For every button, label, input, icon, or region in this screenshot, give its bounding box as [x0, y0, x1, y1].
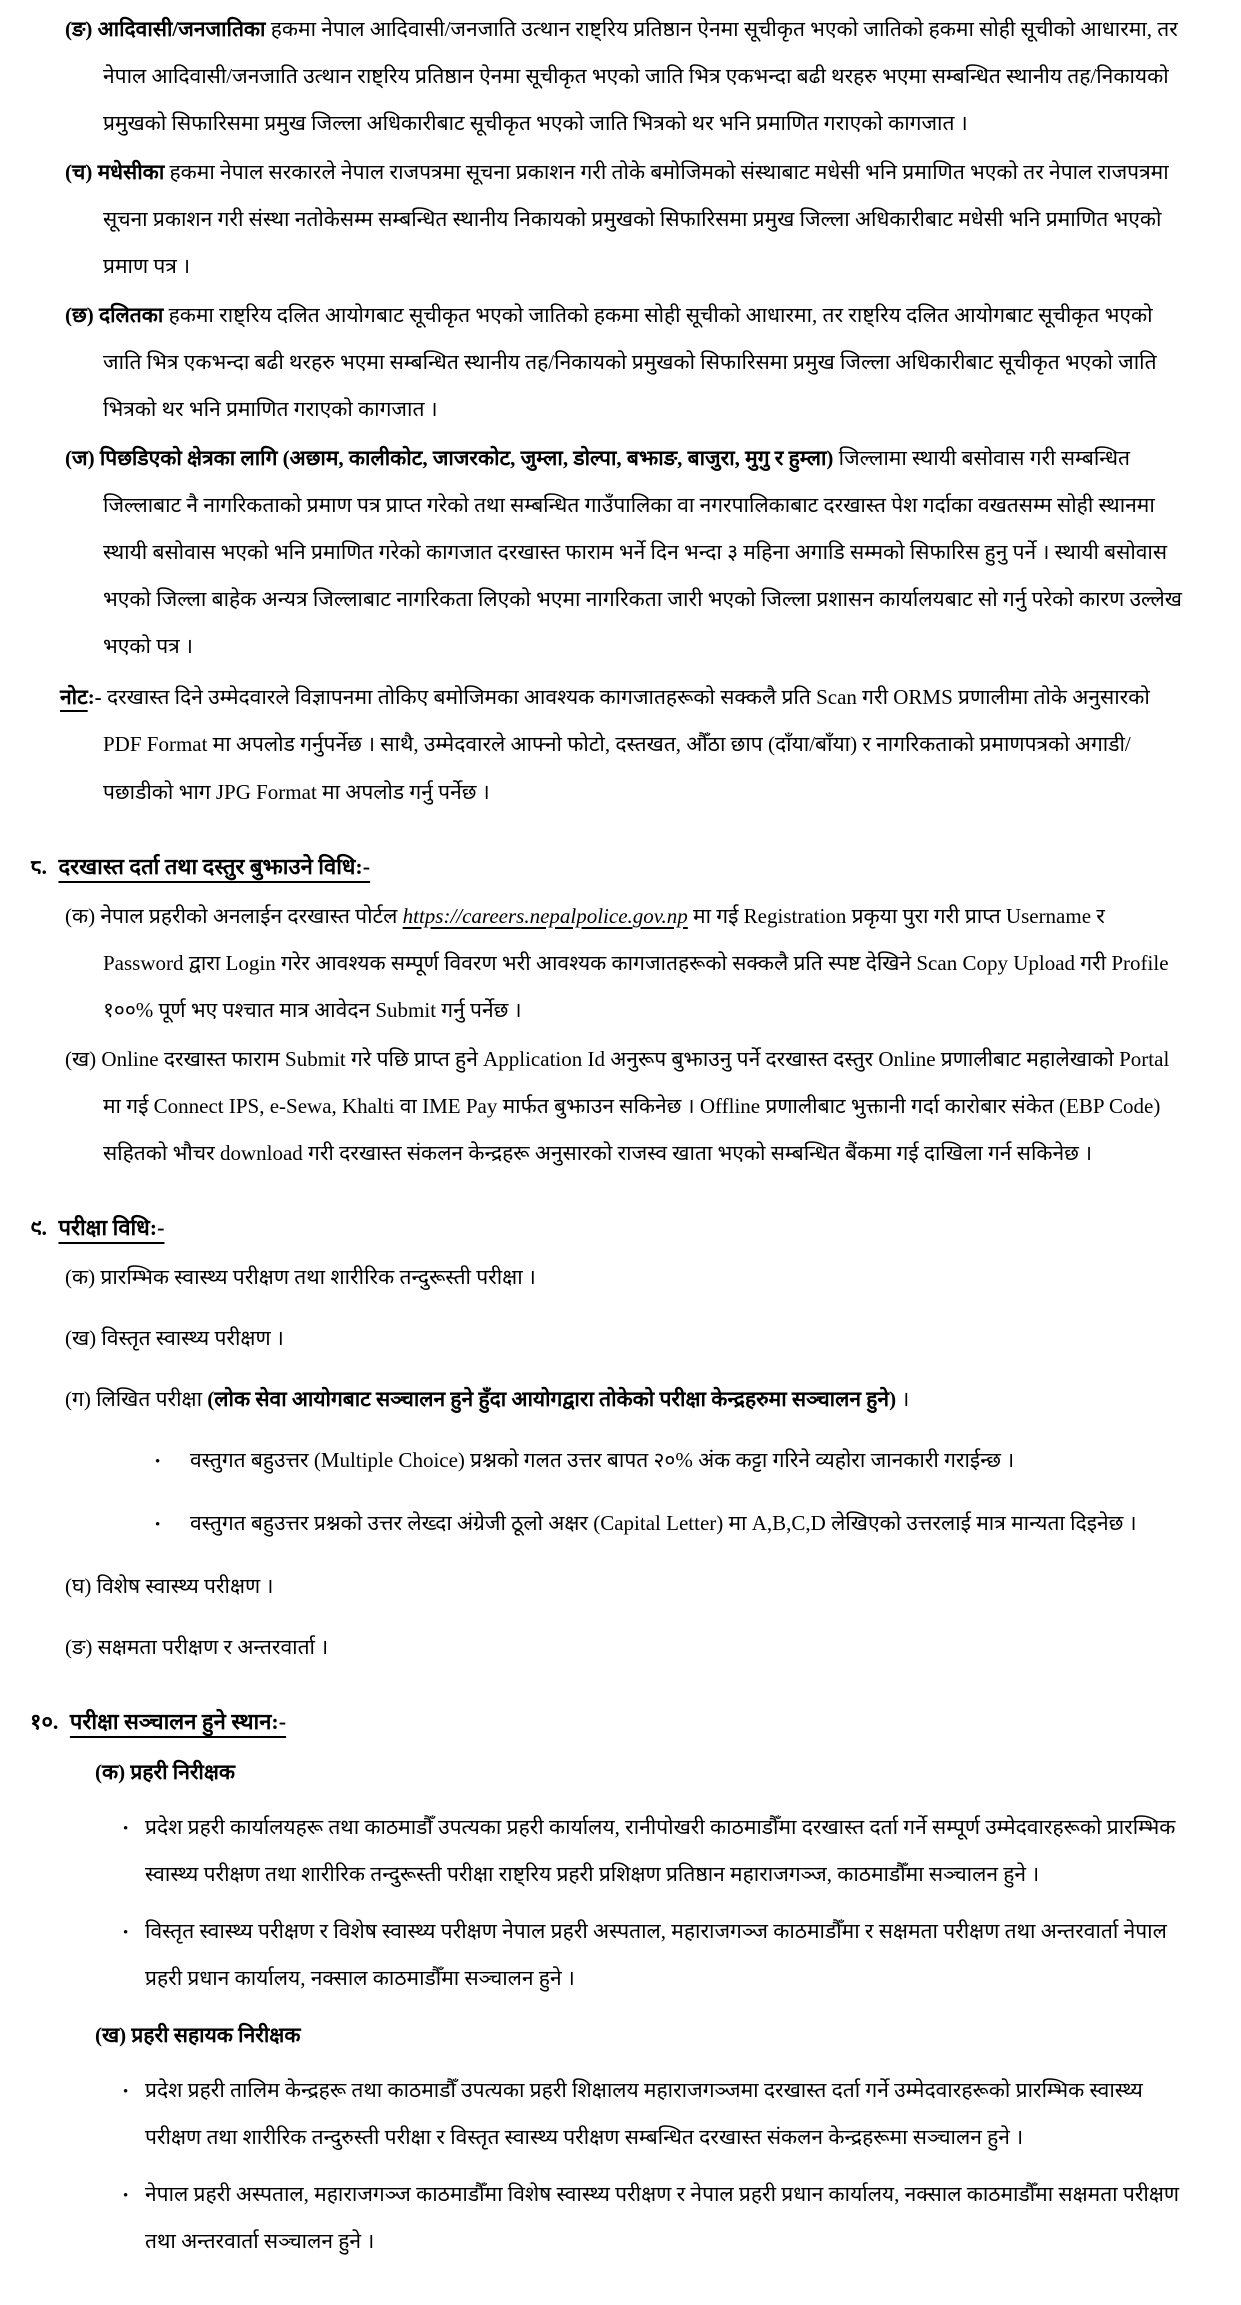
- section9-heading: [30, 1203, 1183, 1252]
- item-label: (ज): [65, 446, 95, 471]
- section8-item-ka: [65, 893, 1183, 1034]
- item-label: (घ): [65, 1574, 92, 1599]
- bullet-text: विस्तृत स्वास्थ्य परीक्षण र विशेष स्वास्थ्य परीक्षण नेपाल प्रहरी अस्पताल, महाराजगञ्ज काठमाडौँमा र सक्षमता परीक्षण तथा अन्तरवार्ता नेपाल प्रहरी प्रधान कार्यालय, नक्साल काठमाडौँमा सञ्चालन हुने ।: [145, 1918, 1167, 1990]
- section9-title: परीक्षा विधि:-: [58, 1214, 165, 1240]
- bullet-text: वस्तुगत बहुउत्तर प्रश्नको उत्तर लेख्दा अंग्रेजी ठूलो अक्षर (Capital Letter) मा A,B,C,D लेखिएको उत्तरलाई मात्र मान्यता दिइनेछ ।: [190, 1511, 1137, 1536]
- section8-item-kha: [65, 1036, 1183, 1177]
- item-label: (ख): [65, 1326, 97, 1351]
- section9-item-ka: [65, 1254, 1183, 1301]
- section8-number: ८.: [30, 853, 47, 879]
- item-label: (च): [65, 160, 93, 185]
- section10-kha-bullet-1: [123, 2067, 1183, 2161]
- section10-sub-kha: [95, 2012, 1183, 2059]
- item-text: विशेष स्वास्थ्य परीक्षण ।: [96, 1574, 274, 1599]
- item-text: सक्षमता परीक्षण र अन्तरवार्ता ।: [97, 1635, 329, 1660]
- bullet-icon: •: [155, 1454, 161, 1471]
- item-label: (छ): [65, 303, 94, 328]
- list-item-cha: [65, 149, 1183, 290]
- section9-item-kha: [65, 1315, 1183, 1362]
- item-label: (ख): [95, 2022, 127, 2047]
- bullet-icon: •: [123, 2187, 129, 2204]
- item-text: मा गई Registration प्रकृया पुरा गरी प्राप्त Username र Password द्वारा Login गरेर आवश्यक सम्पूर्ण विवरण भरी आवश्यक कागजातहरूको सक्कलै प्रति स्पष्ट देखिने Scan Copy Upload गरी Profile १००% पूर्ण भए पश्चात मात्र आवेदन Submit गर्नु पर्नेछ ।: [103, 903, 1169, 1022]
- section10-kha-bullet-2: [123, 2171, 1183, 2265]
- list-item-chha: [65, 292, 1183, 433]
- item-label: (क): [65, 1265, 96, 1290]
- section10-sub-ka: [95, 1749, 1183, 1796]
- list-item-nga: [65, 6, 1183, 147]
- item-bold-text: (लोक सेवा आयोगबाट सञ्चालन हुने हुँदा आयोगद्वारा तोकेको परीक्षा केन्द्रहरुमा सञ्चालन हुने): [207, 1387, 897, 1412]
- item-text: हकमा नेपाल सरकारले नेपाल राजपत्रमा सूचना प्रकाशन गरी तोके बमोजिमको संस्थाबाट मधेसी भनि प्रमाणित भएको तर नेपाल राजपत्रमा सूचना प्रकाशन गरी संस्था नतोकेसम्म सम्बन्धित स्थानीय निकायको प्रमुखको सिफारिसमा प्रमुख जिल्ला अधिकारीबाट मधेसी भनि प्रमाणित भएको प्रमाण पत्र ।: [103, 160, 1169, 279]
- bullet-text: प्रदेश प्रहरी तालिम केन्द्रहरू तथा काठमाडौँ उपत्यका प्रहरी शिक्षालय महाराजगञ्जमा दरखास्त दर्ता गर्ने उम्मेदवारहरूको प्रारम्भिक स्वास्थ्य परीक्षण तथा शारीरिक तन्दुरुस्ती परीक्षा र विस्तृत स्वास्थ्य परीक्षण सम्बन्धित दरखास्त संकलन केन्द्रहरूमा सञ्चालन हुने ।: [145, 2077, 1143, 2149]
- bullet-icon: •: [123, 1924, 129, 1941]
- section9-bullet-2: [155, 1500, 1183, 1547]
- item-label: (ङ): [65, 17, 93, 41]
- item-label: (ख): [65, 1046, 97, 1071]
- item-text: नेपाल प्रहरीको अनलाईन दरखास्त पोर्टल: [100, 903, 398, 928]
- section10-number: १०.: [30, 1709, 59, 1735]
- item-text: लिखित परीक्षा: [96, 1387, 203, 1412]
- note-label: नोट: [60, 685, 88, 710]
- item-text: विस्तृत स्वास्थ्य परीक्षण ।: [101, 1326, 284, 1351]
- item-lead: दलितका: [98, 303, 164, 328]
- section8-heading: [30, 842, 1183, 891]
- item-lead: आदिवासी/जनजातिका: [97, 17, 266, 41]
- bullet-icon: •: [123, 2083, 129, 2100]
- note-text: दरखास्त दिने उम्मेदवारले विज्ञापनमा तोकिए बमोजिमका आवश्यक कागजातहरूको सक्कलै प्रति Scan गरी ORMS प्रणालीमा तोके अनुसारको PDF Format मा अपलोड गर्नुपर्नेछ । साथै, उम्मेदवारले आफ्नो फोटो, दस्तखत, औँठा छाप (दाँया/बाँया) र नागरिकताको प्रमाणपत्रको अगाडी/पछाडीको भाग JPG Format मा अपलोड गर्नु पर्नेछ ।: [103, 685, 1150, 804]
- item-text: जिल्लामा स्थायी बसोवास गरी सम्बन्धित जिल्लाबाट नै नागरिकताको प्रमाण पत्र प्राप्त गरेको तथा सम्बन्धित गाउँपालिका वा नगरपालिकाबाट दरखास्त पेश गर्दाका वखतसम्म सोही स्थानमा स्थायी बसोवास भएको भनि प्रमाणित गरेको कागजात दरखास्त फाराम भर्ने दिन भन्दा ३ महिना अगाडि सम्मको सिफारिस हुनु पर्ने । स्थायी बसोवास भएको जिल्ला बाहेक अन्यत्र जिल्लाबाट नागरिकता लिएको भएमा नागरिकता जारी भएको जिल्ला प्रशासन कार्यालयबाट सो गर्नु परेको कारण उल्लेख भएको पत्र ।: [103, 446, 1182, 659]
- item-label: (क): [65, 903, 96, 928]
- note-colon: :-: [87, 685, 102, 710]
- list-item-ja: [65, 435, 1183, 670]
- careers-portal-link[interactable]: https://careers.nepalpolice.gov.np: [402, 903, 688, 928]
- item-label: (ग): [65, 1387, 91, 1412]
- bullet-text: प्रदेश प्रहरी कार्यालयहरू तथा काठमाडौँ उपत्यका प्रहरी कार्यालय, रानीपोखरी काठमाडौँमा दरखास्त दर्ता गर्ने सम्पूर्ण उम्मेदवारहरूको प्रारम्भिक स्वास्थ्य परीक्षण तथा शारीरिक तन्दुरूस्ती परीक्षा राष्ट्रिय प्रहरी प्रशिक्षण प्रतिष्ठान महाराजगञ्ज, काठमाडौँमा सञ्चालन हुने ।: [145, 1814, 1176, 1886]
- bullet-icon: •: [155, 1517, 161, 1534]
- item-text: प्रारम्भिक स्वास्थ्य परीक्षण तथा शारीरिक तन्दुरूस्ती परीक्षा ।: [100, 1265, 536, 1290]
- note-block: [60, 674, 1183, 815]
- item-title: प्रहरी निरीक्षक: [130, 1759, 236, 1784]
- section8-title: दरखास्त दर्ता तथा दस्तुर बुझाउने विधि:-: [58, 853, 371, 879]
- section9-bullet-1: [155, 1437, 1183, 1484]
- bullet-icon: •: [123, 1820, 129, 1837]
- item-text: Online दरखास्त फाराम Submit गरे पछि प्राप्त हुने Application Id अनुरूप बुझाउनु पर्ने दरखास्त दस्तुर Online प्रणालीबाट महालेखाको Portal मा गई Connect IPS, e-Sewa, Khalti वा IME Pay मार्फत बुझाउन सकिनेछ । Offline प्रणालीबाट भुक्तानी गर्दा कारोबार संकेत (EBP Code) सहितको भौचर download गरी दरखास्त संकलन केन्द्रहरू अनुसारको राजस्व खाता भएको सम्बन्धित बैंकमा गई दाखिला गर्न सकिनेछ ।: [101, 1046, 1170, 1165]
- section9-number: ९.: [30, 1214, 47, 1240]
- item-lead: पिछडिएको क्षेत्रका लागि (अछाम, कालीकोट, जाजरकोट, जुम्ला, डोल्पा, बझाङ, बाजुरा, मुगु र हुम्ला): [99, 446, 834, 471]
- bullet-text: नेपाल प्रहरी अस्पताल, महाराजगञ्ज काठमाडौँमा विशेष स्वास्थ्य परीक्षण र नेपाल प्रहरी प्रधान कार्यालय, नक्साल काठमाडौँमा सक्षमता परीक्षण तथा अन्तरवार्ता सञ्चालन हुने ।: [145, 2181, 1180, 2254]
- section10-title: परीक्षा सञ्चालन हुने स्थान:-: [69, 1709, 287, 1735]
- section10-heading: [30, 1697, 1183, 1746]
- item-text: ।: [901, 1387, 910, 1412]
- item-label: (ङ): [65, 1635, 93, 1660]
- section9-item-ga: [65, 1376, 1183, 1423]
- section10-ka-bullet-1: [123, 1804, 1183, 1898]
- section9-item-nga: [65, 1624, 1183, 1671]
- item-text: हकमा राष्ट्रिय दलित आयोगबाट सूचीकृत भएको जातिको हकमा सोही सूचीको आधारमा, तर राष्ट्रिय दलित आयोगबाट सूचीकृत भएको जाति भित्र एकभन्दा बढी थरहरु भएमा सम्बन्धित स्थानीय तह/निकायको प्रमुखको सिफारिसमा प्रमुख जिल्ला अधिकारीबाट सूचीकृत भएको जाति भित्रको थर भनि प्रमाणित गराएको कागजात ।: [103, 303, 1157, 422]
- section9-item-gha: [65, 1563, 1183, 1610]
- item-lead: मधेसीका: [97, 160, 165, 185]
- bullet-text: वस्तुगत बहुउत्तर (Multiple Choice) प्रश्नको गलत उत्तर बापत २०% अंक कट्टा गरिने व्यहोरा जानकारी गराईन्छ ।: [190, 1448, 1015, 1473]
- item-text: हकमा नेपाल आदिवासी/जनजाति उत्थान राष्ट्रिय प्रतिष्ठान ऐनमा सूचीकृत भएको जातिको हकमा सोही सूचीको आधारमा, तर नेपाल आदिवासी/जनजाति उत्थान राष्ट्रिय प्रतिष्ठान ऐनमा सूचीकृत भएको जाति भित्र एकभन्दा बढी थरहरु भएमा सम्बन्धित स्थानीय तह/निकायको प्रमुखको सिफारिसमा प्रमुख जिल्ला अधिकारीबाट सूचीकृत भएको जाति भित्रको थर भनि प्रमाणित गराएको कागजात ।: [103, 17, 1178, 136]
- item-label: (क): [95, 1759, 126, 1784]
- section10-ka-bullet-2: [123, 1908, 1183, 2002]
- item-title: प्रहरी सहायक निरीक्षक: [131, 2022, 301, 2047]
